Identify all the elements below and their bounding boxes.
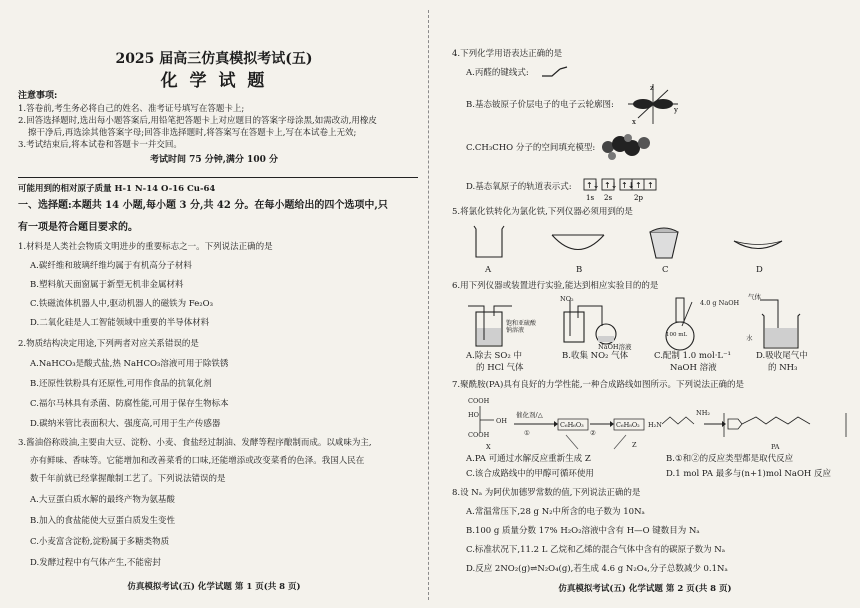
page-2 xyxy=(430,0,860,608)
q2-option-b: B.还原性铁粉具有还原性,可用作食品的抗氧化剂 xyxy=(30,379,212,389)
orbital-label-2p: 2p xyxy=(634,194,643,202)
scheme-label: HO xyxy=(468,411,479,419)
axis-label-x: x xyxy=(632,118,636,126)
notes-header: 注意事项: xyxy=(18,91,58,101)
axis-label-y: y xyxy=(674,106,678,114)
note-line: 3.考试结束后,将本试卷和答题卡一并交回。 xyxy=(18,140,182,150)
q6-caption-d: D.吸收尾气中 xyxy=(756,351,808,361)
q6-fig-label-water: 水 xyxy=(746,334,753,342)
scheme-label: C₆H₈O₂ xyxy=(616,421,640,429)
q1-option-d: D.二氧化硅是人工智能领域中重要的半导体材料 xyxy=(30,318,210,328)
scheme-label: COOH xyxy=(468,397,490,405)
page-footer: 仿真模拟考试(五) 化学试题 第 2 页(共 8 页) xyxy=(558,584,732,594)
q8-option-a: A.常温常压下,28 g N₂中所含的电子数为 10Nₐ xyxy=(466,507,645,517)
q6-caption-a: A.除去 SO₂ 中 xyxy=(466,351,522,361)
synthesis-scheme-diagram xyxy=(466,395,854,453)
q6-fig-label-no2: NO₂ xyxy=(560,295,574,303)
q8-option-d: D.反应 2NO₂(g)⇌N₂O₄(g),若生成 4.6 g N₂O₄,分子总数减少 0.1Nₐ xyxy=(466,564,728,574)
q6-fig-label: 饱和亚硫酸钠溶液 xyxy=(506,320,537,334)
q3-option-b: B.加入的食盐能使大豆蛋白质发生变性 xyxy=(30,516,175,526)
scheme-label: C₆H₆O₃ xyxy=(560,421,584,429)
scheme-label: COOH xyxy=(468,431,490,439)
q1-option-b: B.塑料航天面窗属于新型无机非金属材料 xyxy=(30,280,184,290)
svg-text:↑↓: ↑↓ xyxy=(586,181,600,190)
q8-option-c: C.标准状况下,11.2 L 乙烷和乙烯的混合气体中含有的碳原子数为 Nₐ xyxy=(466,545,725,555)
atomic-masses: 可能用到的相对原子质量 H-1 N-14 O-16 Cu-64 xyxy=(18,184,216,194)
scheme-label: ② xyxy=(590,429,596,437)
orbital-label-2s: 2s xyxy=(604,194,613,202)
q4-option-a: A.丙醛的键线式: xyxy=(466,68,529,78)
q3-option-d: D.发酵过程中有气体产生,不能密封 xyxy=(30,558,161,568)
q8-option-b: B.100 g 质量分数 17% H₂O₂溶液中含有 H—O 键数目为 Nₐ xyxy=(466,526,700,536)
question-1-stem: 1.材料是人类社会物质文明进步的重要标志之一。下列说法正确的是 xyxy=(18,242,273,252)
orbital-label-1s: 1s xyxy=(586,194,595,202)
question-3-stem: 数千年前就已经掌握酿制工艺了。下列说法错误的是 xyxy=(30,474,226,484)
question-4-stem: 4.下列化学用语表达正确的是 xyxy=(452,49,563,59)
evaporating-dish-icon xyxy=(550,232,606,254)
scheme-label: OH xyxy=(496,417,507,425)
question-6-stem: 6.用下列仪器或装置进行实验,能达到相应实验目的的是 xyxy=(452,281,659,291)
question-5-stem: 5.将氯化铁转化为氯化铁,下列仪器必须用到的是 xyxy=(452,207,633,217)
q4-option-d: D.基态氧原子的轨道表示式: xyxy=(466,182,572,192)
absorption-beaker-icon xyxy=(748,293,812,352)
svg-text:↑↓: ↑↓ xyxy=(621,181,635,190)
q6-caption-d-cont: 的 NH₃ xyxy=(768,363,798,373)
svg-text:↑: ↑ xyxy=(635,181,642,190)
q2-option-a: A.NaHCO₃是酸式盐,热 NaHCO₃溶液可用于除铁锈 xyxy=(30,359,229,369)
question-2-stem: 2.物质结构决定用途,下列两者对应关系错误的是 xyxy=(18,339,199,349)
scheme-label: PA xyxy=(771,443,780,451)
q6-fig-label-gas: 气体 xyxy=(748,293,761,301)
time-score: 考试时间 75 分钟,满分 100 分 xyxy=(150,155,278,165)
divider xyxy=(18,177,418,178)
scheme-label: 催化剂/△ xyxy=(516,411,543,419)
propanal-skeletal-icon xyxy=(540,64,570,80)
note-line: 2.回答选择题时,选出每小题答案后,用铅笔把答题卡上对应题目的答案字母涂黑,如需改动,用橡皮 xyxy=(18,116,377,126)
watch-glass-icon xyxy=(732,238,784,252)
q1-option-c: C.铁磁流体机器人中,驱动机器人的磁铁为 Fe₂O₃ xyxy=(30,299,214,309)
q5-label-a: A xyxy=(485,265,492,275)
question-7-stem: 7.聚酰胺(PA)具有良好的力学性能,一种合成路线如图所示。下列说法正确的是 xyxy=(452,380,745,390)
q4-option-c: C.CH₃CHO 分子的空间填充模型: xyxy=(466,143,596,153)
q5-label-b: B xyxy=(576,265,583,275)
q6-fig-label-mass: 4.0 g NaOH xyxy=(700,299,740,307)
q6-fig-label-volume: 100 mL xyxy=(666,332,688,338)
svg-text:↑: ↑ xyxy=(647,181,654,190)
scheme-label: NH₂ xyxy=(696,409,710,417)
q2-option-c: C.福尔马林具有杀菌、防腐性能,可用于保存生物标本 xyxy=(30,399,229,409)
q5-label-d: D xyxy=(756,265,763,275)
q1-option-a: A.碳纤维和玻璃纤维均属于有机高分子材料 xyxy=(30,261,192,271)
q7-option-d: D.1 mol PA 最多与(n+1)mol NaOH 反应 xyxy=(666,469,832,479)
q3-option-a: A.大豆蛋白质水解的最终产物为氨基酸 xyxy=(30,495,175,505)
q6-caption-b: B.收集 NO₂ 气体 xyxy=(562,351,629,361)
section-heading: 一、选择题:本题共 14 小题,每小题 3 分,共 42 分。在每小题给出的四个选项中,只 xyxy=(18,200,388,211)
q2-option-d: D.碳纳米管比表面积大、强度高,可用于生产传感器 xyxy=(30,419,221,429)
axis-label-z: z xyxy=(650,84,654,92)
q4-option-b: B.基态铍原子价层电子的电子云轮廓图: xyxy=(466,100,614,110)
question-8-stem: 8.设 Nₐ 为阿伏加德罗常数的值,下列说法正确的是 xyxy=(452,488,641,498)
q7-option-b: B.①和②的反应类型都是取代反应 xyxy=(666,454,794,464)
scheme-label: ① xyxy=(524,429,530,437)
page-1 xyxy=(0,0,428,608)
section-heading-cont: 有一项是符合题目要求的。 xyxy=(18,222,138,233)
note-line: 擦干净后,再选涂其他答案字母;回答非选择题时,将答案写在答题卡上,写在本试卷上无效; xyxy=(28,128,357,138)
q7-option-a: A.PA 可通过水解反应重新生成 Z xyxy=(466,454,591,464)
page-footer: 仿真模拟考试(五) 化学试题 第 1 页(共 8 页) xyxy=(127,582,301,592)
exam-title: 2025 届高三仿真模拟考试(五) xyxy=(115,51,313,67)
q6-fig-label-naoh: NaOH溶液 xyxy=(598,343,632,351)
question-3-stem: 3.酱油俗称豉油,主要由大豆、淀粉、小麦、食盐经过制油、发酵等程序酿制而成。以咸味为主, xyxy=(18,438,372,448)
crucible-icon xyxy=(644,222,684,262)
orbital-diagram-icon xyxy=(582,177,662,203)
question-3-stem: 亦有鲜味、香味等。它能增加和改善菜肴的口味,还能增添或改变菜肴的色泽。我国人民在 xyxy=(30,456,365,466)
note-line: 1.答卷前,考生务必将自己的姓名、准考证号填写在答题卡上; xyxy=(18,104,245,114)
svg-text:↑↓: ↑↓ xyxy=(604,181,618,190)
p-orbital-lobes-icon xyxy=(624,82,682,126)
space-filling-model-icon xyxy=(598,132,654,162)
scheme-label: Z xyxy=(632,441,637,449)
q6-caption-a-cont: 的 HCl 气体 xyxy=(476,363,524,373)
scheme-label: X xyxy=(486,443,491,451)
beaker-icon xyxy=(470,224,508,260)
q6-caption-c: C.配制 1.0 mol·L⁻¹ xyxy=(654,351,731,361)
scheme-label: H₂N xyxy=(648,421,662,429)
q6-caption-c-cont: NaOH 溶液 xyxy=(670,363,717,373)
q5-label-c: C xyxy=(662,265,669,275)
subject-title: 化 学 试 题 xyxy=(160,71,268,91)
q3-option-c: C.小麦富含淀粉,淀粉属于多糖类物质 xyxy=(30,537,170,547)
q7-option-c: C.该合成路线中的甲醇可循环使用 xyxy=(466,469,594,479)
